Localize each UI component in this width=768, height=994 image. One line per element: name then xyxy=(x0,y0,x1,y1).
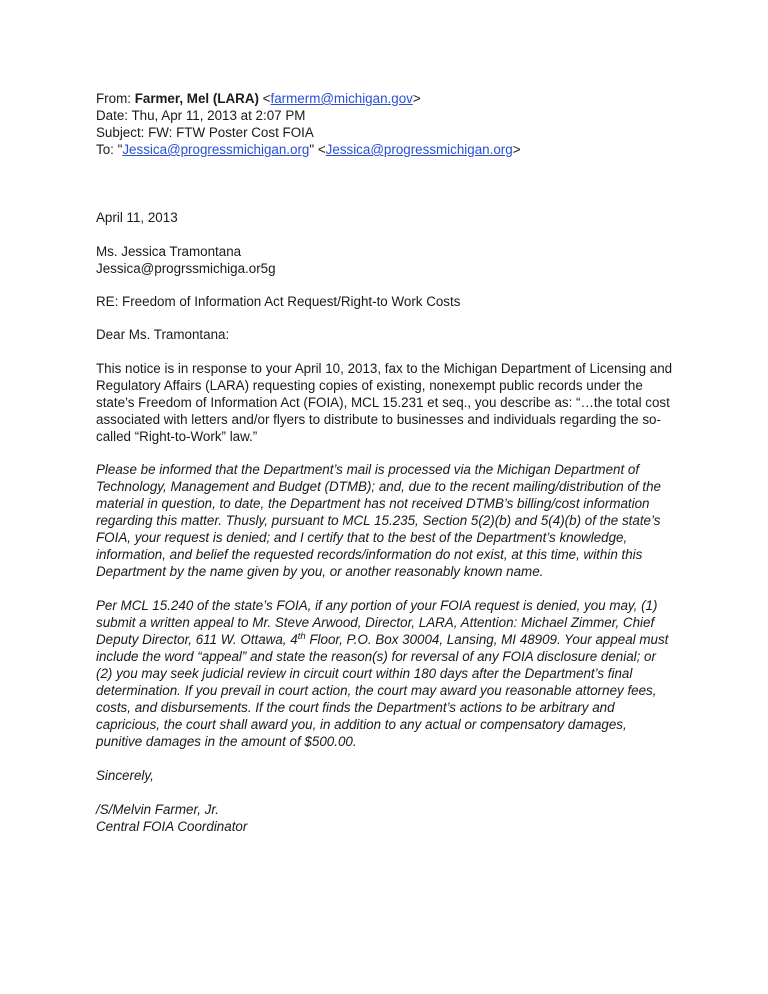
to-email-link[interactable]: Jessica@progressmichigan.org xyxy=(325,142,513,157)
recipient-name: Ms. Jessica Tramontana xyxy=(96,244,242,259)
signature: /S/Melvin Farmer, Jr. xyxy=(96,802,220,817)
from-line: From: Farmer, Mel (LARA) <farmerm@michigan.gov> xyxy=(96,91,421,106)
email-header xyxy=(96,90,676,158)
salutation: Dear Ms. Tramontana: xyxy=(96,327,230,342)
document-page xyxy=(96,90,676,835)
closing: Sincerely, xyxy=(96,768,154,783)
from-name: Farmer, Mel (LARA) xyxy=(134,91,259,106)
paragraph-request: This notice is in response to your April 10, 2013, fax to the Michigan Department of Licensing and Regulatory Affairs (LARA) requesting copies of existing, nonexempt public records under the state’s Freedom of Information Act (FOIA), MCL 15.231 et seq., you describe as: “…the total cost associated with letters and/or flyers to distribute to businesses and individuals regarding the so-called “Right-to-Work” law.” xyxy=(96,361,673,444)
paragraph-appeal: Per MCL 15.240 of the state’s FOIA, if any portion of your FOIA request is denied, you may, (1) submit a written appeal to Mr. Steve Arwood, Director, LARA, Attention: Michael Zimmer, Chief Deputy Director, 611 W. Ottawa, 4th Floor, P.O. Box 30004, Lansing, MI 48909. Your appeal must include the word “appeal” and state the reason(s) for reversal of any FOIA disclosure denial; or (2) you may seek judicial review in circuit court within 180 days after the Department’s final determination. If you prevail in court action, the court may award you reasonable attorney fees, costs, and disbursements. If the court finds the Department’s actions to be arbitrary and capricious, the court shall award you, in addition to any actual or compensatory damages, punitive damages in the amount of $500.00. xyxy=(96,598,669,749)
recipient-block xyxy=(96,243,676,277)
paragraph-denial: Please be informed that the Department’s mail is processed via the Michigan Department of Technology, Management and Budget (DTMB); and, due to the recent mailing/distribution of the material in question, to date, the Department has not received DTMB’s billing/cost information regarding this matter. Thusly, pursuant to MCL 15.235, Section 5(2)(b) and 5(4)(b) of the state’s FOIA, your request is denied; and I certify that to the best of the Department’s knowledge, information, and belief the requested records/information do not exist, at this time, within this Department by the name given by you, or another reasonably known name. xyxy=(96,462,661,579)
recipient-email: Jessica@progrssmichiga.or5g xyxy=(96,261,276,276)
re-line: RE: Freedom of Information Act Request/Right-to Work Costs xyxy=(96,294,461,309)
to-line: To: "Jessica@progressmichigan.org" <Jessica@progressmichigan.org> xyxy=(96,142,521,157)
signature-block xyxy=(96,801,676,835)
date-line: Date: Thu, Apr 11, 2013 at 2:07 PM xyxy=(96,108,306,123)
signer-title: Central FOIA Coordinator xyxy=(96,819,248,834)
letter-date: April 11, 2013 xyxy=(96,210,178,225)
subject-line: Subject: FW: FTW Poster Cost FOIA xyxy=(96,125,314,140)
to-display-link[interactable]: Jessica@progressmichigan.org xyxy=(122,142,310,157)
from-email-link[interactable]: farmerm@michigan.gov xyxy=(270,91,413,106)
